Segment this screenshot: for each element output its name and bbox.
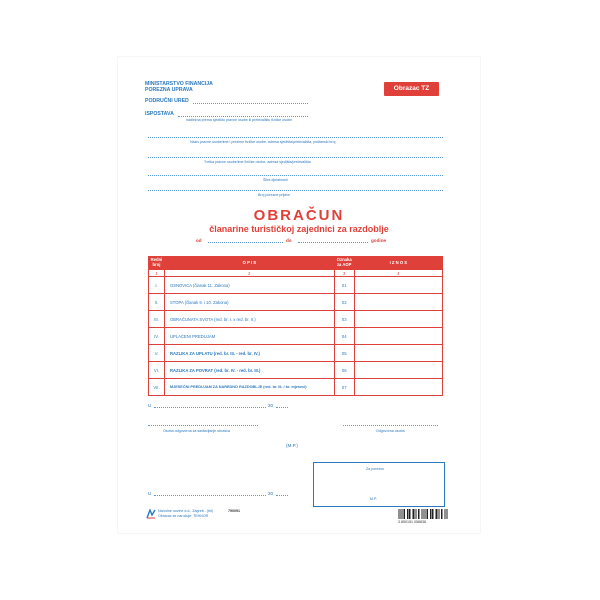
- year-field-2[interactable]: [276, 495, 288, 496]
- row-aop: 06: [334, 362, 354, 379]
- field-caption-1: Naziv pravne osobe/ime i prezime fizičke osobe, adresa sjedišta/prebivališta, poštanski broj: [190, 140, 336, 144]
- period-from-field[interactable]: [208, 242, 283, 243]
- period-year-label: godine: [371, 238, 387, 243]
- table-row: [149, 294, 443, 311]
- responsible-signature-line[interactable]: [343, 425, 438, 426]
- col-header-rb: Redni broj: [149, 257, 165, 270]
- row-description: MJESEČNI PREDUJAM ZA NAREDNO RAZDOBLJE (red. br. III. / br. mjeseci): [164, 379, 334, 396]
- regional-office-label: PODRUČNI URED: [145, 98, 189, 104]
- row-number: VI.: [149, 362, 165, 379]
- col-header-aop: Oznaka za AOP: [334, 257, 354, 270]
- field-caption-3: Šifra djelatnosti: [263, 178, 288, 182]
- publisher-text: Narodne novine d.d., Zagreb - (tel): [158, 509, 214, 513]
- field-line-4[interactable]: [148, 190, 443, 191]
- place-label-2: U: [148, 491, 152, 496]
- field-line-1[interactable]: [148, 137, 443, 138]
- field-caption-4: Broj porezne prijave: [258, 193, 290, 197]
- amount-input[interactable]: [354, 328, 442, 345]
- preparer-caption: Osoba odgovorna za sastavljanje obrasca: [163, 429, 230, 433]
- tax-admin-name: POREZNA UPRAVA: [145, 87, 193, 93]
- stamp-label: (M.P.): [286, 443, 298, 448]
- preparer-signature-line[interactable]: [148, 425, 258, 426]
- branch-label: ISPOSTAVA: [145, 111, 174, 117]
- field-line-2[interactable]: [148, 157, 443, 158]
- tax-office-box: [313, 462, 445, 507]
- row-number: V.: [149, 345, 165, 362]
- year-prefix-2: 20: [268, 491, 274, 496]
- row-description: OBRAČUNATA SVOTA (red. br. I. x red. br. II.): [164, 311, 334, 328]
- row-description: OSNOVICA (članak 11. Zakona): [164, 277, 334, 294]
- amount-input[interactable]: [354, 345, 442, 362]
- tax-office-box-stamp: M.P.: [370, 497, 377, 501]
- field-line-3[interactable]: [148, 175, 443, 176]
- col-header-desc: O P I S: [164, 257, 334, 270]
- row-number: III.: [149, 311, 165, 328]
- row-aop: 04: [334, 328, 354, 345]
- branch-caption: nadležna prema sjedištu pravne osobe ili prebivalištu fizičke osobe: [186, 118, 293, 122]
- form-badge: Obrazac TZ: [384, 82, 439, 96]
- row-description: STOPA (članak 9. i 10. Zakona): [164, 294, 334, 311]
- row-description: RAZLIKA ZA UPLATU (red. br. III. - red. br. IV.): [164, 345, 334, 362]
- publisher-logo-icon: [146, 509, 156, 519]
- barcode-digits: 3 850151 058838: [398, 520, 426, 524]
- field-caption-2: Tvrtka pravne osobe/ime fizičke osobe, adresa sjedišta/prebivališta: [204, 160, 311, 164]
- table-row: [149, 311, 443, 328]
- table-row: [149, 328, 443, 345]
- row-aop: 05: [334, 345, 354, 362]
- amount-input[interactable]: [354, 379, 442, 396]
- tax-office-box-title: Za poreznu: [366, 467, 385, 471]
- amount-input[interactable]: [354, 311, 442, 328]
- responsible-caption: Odgovorna osoba: [376, 429, 405, 433]
- row-number: IV.: [149, 328, 165, 345]
- form-code: 790091: [228, 509, 240, 513]
- row-number: II.: [149, 294, 165, 311]
- table-row: [149, 277, 443, 294]
- form-title: OBRAČUN: [253, 207, 345, 224]
- col-number-2: 2: [164, 270, 334, 277]
- row-description: RAZLIKA ZA POVRAT (red. br. IV. - red. br. III.): [164, 362, 334, 379]
- period-to-field[interactable]: [298, 242, 368, 243]
- amount-input[interactable]: [354, 362, 442, 379]
- barcode-icon: [398, 509, 448, 519]
- amount-input[interactable]: [354, 294, 442, 311]
- regional-office-line[interactable]: [193, 103, 308, 104]
- form-subtitle: članarine turističkoj zajednici za razdoblje: [209, 224, 389, 234]
- amount-input[interactable]: [354, 277, 442, 294]
- place-field-1[interactable]: [154, 407, 266, 408]
- table-row: [149, 345, 443, 362]
- row-aop: 02: [334, 294, 354, 311]
- calculation-table: [148, 256, 443, 396]
- col-number-1: 1: [149, 270, 165, 277]
- row-description: UPLAĆENI PREDUJAM: [164, 328, 334, 345]
- form-sheet: [118, 57, 480, 533]
- place-label-1: U: [148, 403, 152, 408]
- branch-line[interactable]: [178, 116, 308, 117]
- row-aop: 01: [334, 277, 354, 294]
- col-number-4: 4: [354, 270, 442, 277]
- order-note: Obrazac se naručuje: TEHNOR: [158, 514, 209, 518]
- col-header-amount: I Z N O S: [354, 257, 442, 270]
- col-number-3: 3: [334, 270, 354, 277]
- year-prefix-1: 20: [268, 403, 274, 408]
- row-number: VII.: [149, 379, 165, 396]
- ministry-name: MINISTARSTVO FINANCIJA: [145, 81, 213, 87]
- row-number: I.: [149, 277, 165, 294]
- period-from-label: od: [196, 238, 202, 243]
- year-field-1[interactable]: [276, 407, 288, 408]
- table-row: [149, 362, 443, 379]
- place-field-2[interactable]: [154, 495, 266, 496]
- table-row: [149, 379, 443, 396]
- period-to-label: do: [286, 238, 292, 243]
- row-aop: 03: [334, 311, 354, 328]
- row-aop: 07: [334, 379, 354, 396]
